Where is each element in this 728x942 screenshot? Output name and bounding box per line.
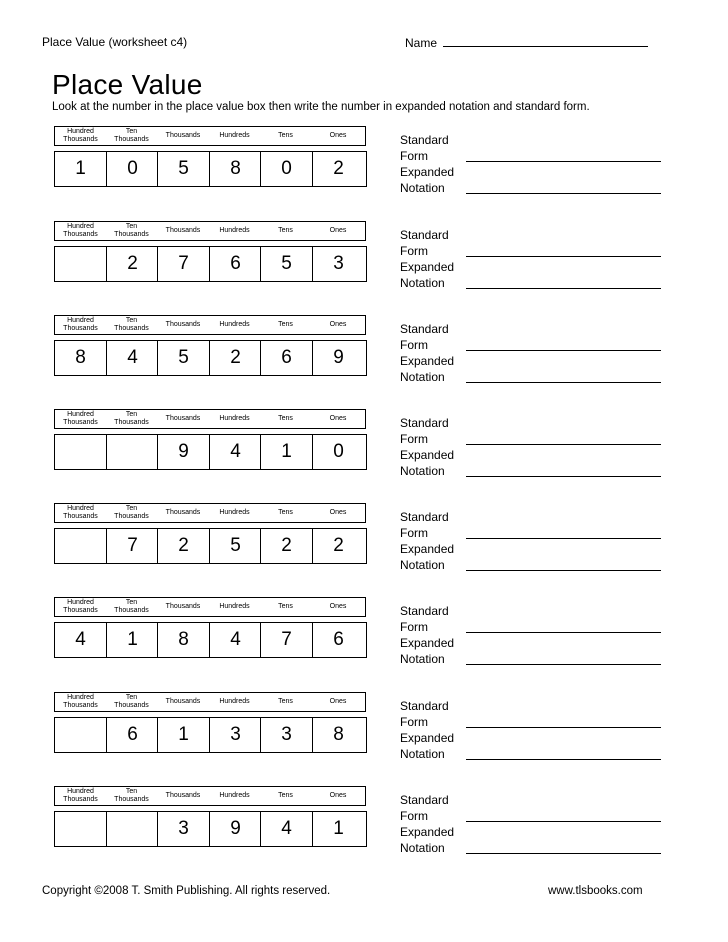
column-header bbox=[209, 693, 260, 711]
column-header-line: Thousands bbox=[63, 513, 98, 520]
column-header-line: Thousands bbox=[63, 136, 98, 143]
digit-cell: 5 bbox=[209, 529, 261, 563]
digit-cell: 6 bbox=[106, 718, 158, 752]
column-header bbox=[209, 316, 260, 334]
column-header-line: Thousands bbox=[165, 792, 201, 799]
column-header bbox=[106, 598, 157, 616]
digit-cell: 8 bbox=[312, 718, 364, 752]
digit-cell: 1 bbox=[106, 623, 158, 657]
column-header-line: Ones bbox=[329, 603, 347, 610]
standard-form-answer-line[interactable] bbox=[466, 538, 661, 539]
column-header-line: Thousands bbox=[114, 796, 149, 803]
column-header-line: Thousands bbox=[114, 702, 149, 709]
standard-form-answer-line[interactable] bbox=[466, 350, 661, 351]
standard-form-answer-line[interactable] bbox=[466, 821, 661, 822]
column-header bbox=[106, 693, 157, 711]
column-header bbox=[106, 316, 157, 334]
column-header-line: Hundreds bbox=[219, 603, 250, 610]
column-header-line: Thousands bbox=[63, 419, 98, 426]
column-header bbox=[157, 504, 209, 522]
place-value-header bbox=[54, 409, 366, 429]
digit-cell: 6 bbox=[312, 623, 364, 657]
place-value-box bbox=[54, 434, 367, 470]
answer-label: Standard bbox=[400, 604, 449, 618]
column-header-line: Tens bbox=[278, 415, 293, 422]
expanded-notation-answer-line[interactable] bbox=[466, 664, 661, 665]
answer-labels bbox=[400, 415, 454, 479]
answer-label: Expanded bbox=[400, 354, 455, 368]
place-value-box bbox=[54, 717, 367, 753]
column-header-line: Hundreds bbox=[219, 227, 250, 234]
answer-label: Standard bbox=[400, 510, 449, 524]
column-header-line: Thousands bbox=[165, 132, 201, 139]
problem-4 bbox=[54, 409, 674, 489]
column-header bbox=[260, 787, 311, 805]
column-header bbox=[311, 787, 365, 805]
column-header bbox=[157, 222, 209, 240]
digit-cell bbox=[55, 435, 106, 469]
digit-cell: 1 bbox=[260, 435, 312, 469]
column-header-line: Tens bbox=[278, 227, 293, 234]
problem-5 bbox=[54, 503, 674, 583]
digit-cell: 2 bbox=[209, 341, 261, 375]
column-header bbox=[311, 598, 365, 616]
column-header-line: Hundred bbox=[67, 128, 94, 135]
expanded-notation-answer-line[interactable] bbox=[466, 759, 661, 760]
digit-cell: 4 bbox=[209, 623, 261, 657]
column-header-line: Hundreds bbox=[219, 132, 250, 139]
place-value-header bbox=[54, 221, 366, 241]
column-header bbox=[260, 410, 311, 428]
problem-7 bbox=[54, 692, 674, 772]
answer-label: Expanded bbox=[400, 448, 455, 462]
expanded-notation-answer-line[interactable] bbox=[466, 570, 661, 571]
digit-cell: 9 bbox=[157, 435, 209, 469]
place-value-box bbox=[54, 811, 367, 847]
digit-cell: 8 bbox=[75, 347, 86, 368]
digit-cell bbox=[55, 812, 106, 846]
answer-label: Standard bbox=[400, 228, 449, 242]
column-header-line: Thousands bbox=[63, 702, 98, 709]
column-header-line: Ten bbox=[125, 599, 138, 606]
column-header-line: Hundred bbox=[67, 411, 94, 418]
answer-labels bbox=[400, 792, 454, 856]
column-header bbox=[106, 504, 157, 522]
standard-form-answer-line[interactable] bbox=[466, 256, 661, 257]
column-header bbox=[209, 222, 260, 240]
column-header-line: Thousands bbox=[165, 321, 201, 328]
column-header-line: Thousands bbox=[165, 509, 201, 516]
answer-label: Standard bbox=[400, 793, 449, 807]
digit-cell bbox=[55, 247, 106, 281]
column-header-line: Tens bbox=[278, 321, 293, 328]
digit-cell: 0 bbox=[312, 435, 364, 469]
digit-cell: 3 bbox=[312, 247, 364, 281]
answer-label: Expanded bbox=[400, 731, 455, 745]
answer-labels bbox=[400, 698, 454, 762]
name-field bbox=[405, 35, 648, 50]
answer-label: Standard bbox=[400, 416, 449, 430]
worksheet-label: Place Value (worksheet c4) bbox=[42, 35, 188, 49]
column-header bbox=[106, 410, 157, 428]
digit-cell: 2 bbox=[312, 152, 364, 186]
column-header bbox=[260, 598, 311, 616]
digit-cell: 7 bbox=[106, 529, 158, 563]
column-header bbox=[106, 787, 157, 805]
column-header-line: Ten bbox=[125, 694, 138, 701]
expanded-notation-answer-line[interactable] bbox=[466, 476, 661, 477]
answer-label: Notation bbox=[400, 181, 445, 195]
answer-label: Expanded bbox=[400, 636, 455, 650]
column-header-line: Ones bbox=[329, 132, 347, 139]
column-header-line: Thousands bbox=[165, 227, 201, 234]
instructions: Look at the number in the place value box then write the number in expanded notation and standard form. bbox=[52, 101, 590, 113]
column-header-line: Tens bbox=[278, 698, 293, 705]
answer-labels bbox=[400, 132, 454, 196]
answer-label: Standard bbox=[400, 322, 449, 336]
column-header bbox=[106, 127, 157, 145]
column-header-line: Tens bbox=[278, 603, 293, 610]
column-header bbox=[157, 693, 209, 711]
column-header-line: Thousands bbox=[114, 136, 149, 143]
answer-label: Form bbox=[400, 526, 428, 540]
digit-cell: 4 bbox=[75, 629, 86, 650]
copyright-text: Copyright ©2008 T. Smith Publishing. All rights reserved. bbox=[42, 885, 331, 897]
column-header bbox=[311, 127, 365, 145]
column-header bbox=[157, 787, 209, 805]
column-header-line: Thousands bbox=[114, 231, 149, 238]
name-line[interactable] bbox=[443, 35, 648, 47]
standard-form-answer-line[interactable] bbox=[466, 632, 661, 633]
answer-label: Notation bbox=[400, 558, 445, 572]
column-header bbox=[55, 127, 106, 145]
standard-form-answer-line[interactable] bbox=[466, 444, 661, 445]
digit-cell: 9 bbox=[209, 812, 261, 846]
standard-form-answer-line[interactable] bbox=[466, 727, 661, 728]
column-header-line: Thousands bbox=[165, 415, 201, 422]
column-header-line: Ones bbox=[329, 227, 347, 234]
digit-cell: 4 bbox=[106, 341, 158, 375]
column-header-line: Hundred bbox=[67, 788, 94, 795]
column-header bbox=[209, 410, 260, 428]
problem-3 bbox=[54, 315, 674, 395]
column-header bbox=[55, 504, 106, 522]
answer-label: Expanded bbox=[400, 165, 455, 179]
place-value-header bbox=[54, 126, 366, 146]
answer-label: Notation bbox=[400, 841, 445, 855]
column-header-line: Thousands bbox=[63, 325, 98, 332]
answer-label: Standard bbox=[400, 133, 449, 147]
column-header bbox=[157, 598, 209, 616]
problem-1 bbox=[54, 126, 674, 206]
column-header-line: Hundred bbox=[67, 694, 94, 701]
column-header-line: Tens bbox=[278, 509, 293, 516]
column-header-line: Ones bbox=[329, 321, 347, 328]
answer-label: Standard bbox=[400, 699, 449, 713]
digit-cell: 7 bbox=[260, 623, 312, 657]
column-header-line: Thousands bbox=[114, 607, 149, 614]
website-text: www.tlsbooks.com bbox=[548, 885, 643, 897]
digit-cell: 1 bbox=[75, 158, 86, 179]
column-header bbox=[311, 222, 365, 240]
column-header-line: Ones bbox=[329, 792, 347, 799]
answer-label: Notation bbox=[400, 276, 445, 290]
answer-label: Form bbox=[400, 715, 428, 729]
answer-label: Notation bbox=[400, 747, 445, 761]
column-header bbox=[209, 787, 260, 805]
expanded-notation-answer-line[interactable] bbox=[466, 193, 661, 194]
column-header-line: Ones bbox=[329, 415, 347, 422]
column-header-line: Thousands bbox=[165, 698, 201, 705]
digit-cell: 8 bbox=[209, 152, 261, 186]
column-header bbox=[311, 504, 365, 522]
problem-8 bbox=[54, 786, 674, 866]
expanded-notation-answer-line[interactable] bbox=[466, 288, 661, 289]
column-header-line: Hundred bbox=[67, 599, 94, 606]
column-header-line: Thousands bbox=[63, 607, 98, 614]
column-header-line: Ten bbox=[125, 128, 138, 135]
column-header-line: Ones bbox=[329, 698, 347, 705]
column-header-line: Ten bbox=[125, 411, 138, 418]
digit-cell: 0 bbox=[106, 152, 158, 186]
column-header bbox=[55, 316, 106, 334]
problem-6 bbox=[54, 597, 674, 677]
answer-labels bbox=[400, 603, 454, 667]
column-header bbox=[55, 410, 106, 428]
column-header-line: Hundred bbox=[67, 223, 94, 230]
digit-cell: 6 bbox=[260, 341, 312, 375]
column-header-line: Hundreds bbox=[219, 698, 250, 705]
digit-cell: 8 bbox=[157, 623, 209, 657]
column-header bbox=[260, 316, 311, 334]
column-header bbox=[157, 410, 209, 428]
column-header-line: Hundreds bbox=[219, 415, 250, 422]
column-header-line: Ones bbox=[329, 509, 347, 516]
column-header-line: Ten bbox=[125, 505, 138, 512]
digit-cell: 6 bbox=[209, 247, 261, 281]
digit-cell: 1 bbox=[312, 812, 364, 846]
answer-label: Notation bbox=[400, 464, 445, 478]
column-header-line: Ten bbox=[125, 223, 138, 230]
column-header-line: Hundreds bbox=[219, 509, 250, 516]
digit-cell: 4 bbox=[260, 812, 312, 846]
column-header bbox=[55, 598, 106, 616]
column-header bbox=[157, 127, 209, 145]
place-value-header bbox=[54, 503, 366, 523]
answer-label: Expanded bbox=[400, 260, 455, 274]
column-header bbox=[260, 693, 311, 711]
answer-label: Form bbox=[400, 432, 428, 446]
place-value-box bbox=[54, 340, 367, 376]
place-value-header bbox=[54, 597, 366, 617]
answer-labels bbox=[400, 321, 454, 385]
column-header bbox=[157, 316, 209, 334]
column-header-line: Thousands bbox=[114, 513, 149, 520]
answer-label: Form bbox=[400, 244, 428, 258]
place-value-header bbox=[54, 786, 366, 806]
digit-cell: 2 bbox=[260, 529, 312, 563]
column-header-line: Ten bbox=[125, 788, 138, 795]
digit-cell: 2 bbox=[157, 529, 209, 563]
place-value-header bbox=[54, 315, 366, 335]
column-header bbox=[55, 222, 106, 240]
digit-cell: 4 bbox=[209, 435, 261, 469]
column-header-line: Hundreds bbox=[219, 792, 250, 799]
digit-cell: 2 bbox=[312, 529, 364, 563]
column-header bbox=[311, 410, 365, 428]
digit-cell bbox=[106, 812, 158, 846]
digit-cell: 5 bbox=[260, 247, 312, 281]
column-header-line: Hundred bbox=[67, 317, 94, 324]
column-header bbox=[311, 693, 365, 711]
digit-cell: 3 bbox=[260, 718, 312, 752]
answer-labels bbox=[400, 509, 454, 573]
column-header bbox=[106, 222, 157, 240]
column-header-line: Tens bbox=[278, 132, 293, 139]
column-header-line: Thousands bbox=[114, 325, 149, 332]
digit-cell bbox=[106, 435, 158, 469]
place-value-box bbox=[54, 151, 367, 187]
answer-label: Expanded bbox=[400, 542, 455, 556]
column-header-line: Hundreds bbox=[219, 321, 250, 328]
expanded-notation-answer-line[interactable] bbox=[466, 382, 661, 383]
column-header bbox=[209, 598, 260, 616]
column-header-line: Thousands bbox=[63, 796, 98, 803]
standard-form-answer-line[interactable] bbox=[466, 161, 661, 162]
column-header-line: Tens bbox=[278, 792, 293, 799]
digit-cell: 3 bbox=[157, 812, 209, 846]
answer-label: Notation bbox=[400, 652, 445, 666]
expanded-notation-answer-line[interactable] bbox=[466, 853, 661, 854]
answer-labels bbox=[400, 227, 454, 291]
column-header-line: Hundred bbox=[67, 505, 94, 512]
digit-cell: 2 bbox=[106, 247, 158, 281]
answer-label: Form bbox=[400, 620, 428, 634]
problem-2 bbox=[54, 221, 674, 301]
digit-cell: 0 bbox=[260, 152, 312, 186]
column-header-line: Thousands bbox=[114, 419, 149, 426]
column-header bbox=[55, 787, 106, 805]
digit-cell: 9 bbox=[312, 341, 364, 375]
digit-cell: 7 bbox=[157, 247, 209, 281]
answer-label: Notation bbox=[400, 370, 445, 384]
answer-label: Form bbox=[400, 149, 428, 163]
answer-label: Form bbox=[400, 809, 428, 823]
column-header bbox=[55, 693, 106, 711]
digit-cell bbox=[55, 529, 106, 563]
column-header bbox=[260, 222, 311, 240]
name-label: Name bbox=[405, 36, 438, 50]
column-header-line: Ten bbox=[125, 317, 138, 324]
column-header bbox=[209, 504, 260, 522]
place-value-header bbox=[54, 692, 366, 712]
place-value-box bbox=[54, 528, 367, 564]
digit-cell bbox=[55, 718, 106, 752]
page-title: Place Value bbox=[52, 69, 203, 100]
digit-cell: 5 bbox=[157, 152, 209, 186]
answer-label: Form bbox=[400, 338, 428, 352]
column-header-line: Thousands bbox=[63, 231, 98, 238]
place-value-box bbox=[54, 246, 367, 282]
digit-cell: 5 bbox=[157, 341, 209, 375]
column-header bbox=[260, 504, 311, 522]
digit-cell: 1 bbox=[157, 718, 209, 752]
column-header bbox=[209, 127, 260, 145]
column-header-line: Thousands bbox=[165, 603, 201, 610]
digit-cell: 3 bbox=[209, 718, 261, 752]
place-value-box bbox=[54, 622, 367, 658]
answer-label: Expanded bbox=[400, 825, 455, 839]
column-header bbox=[260, 127, 311, 145]
column-header bbox=[311, 316, 365, 334]
